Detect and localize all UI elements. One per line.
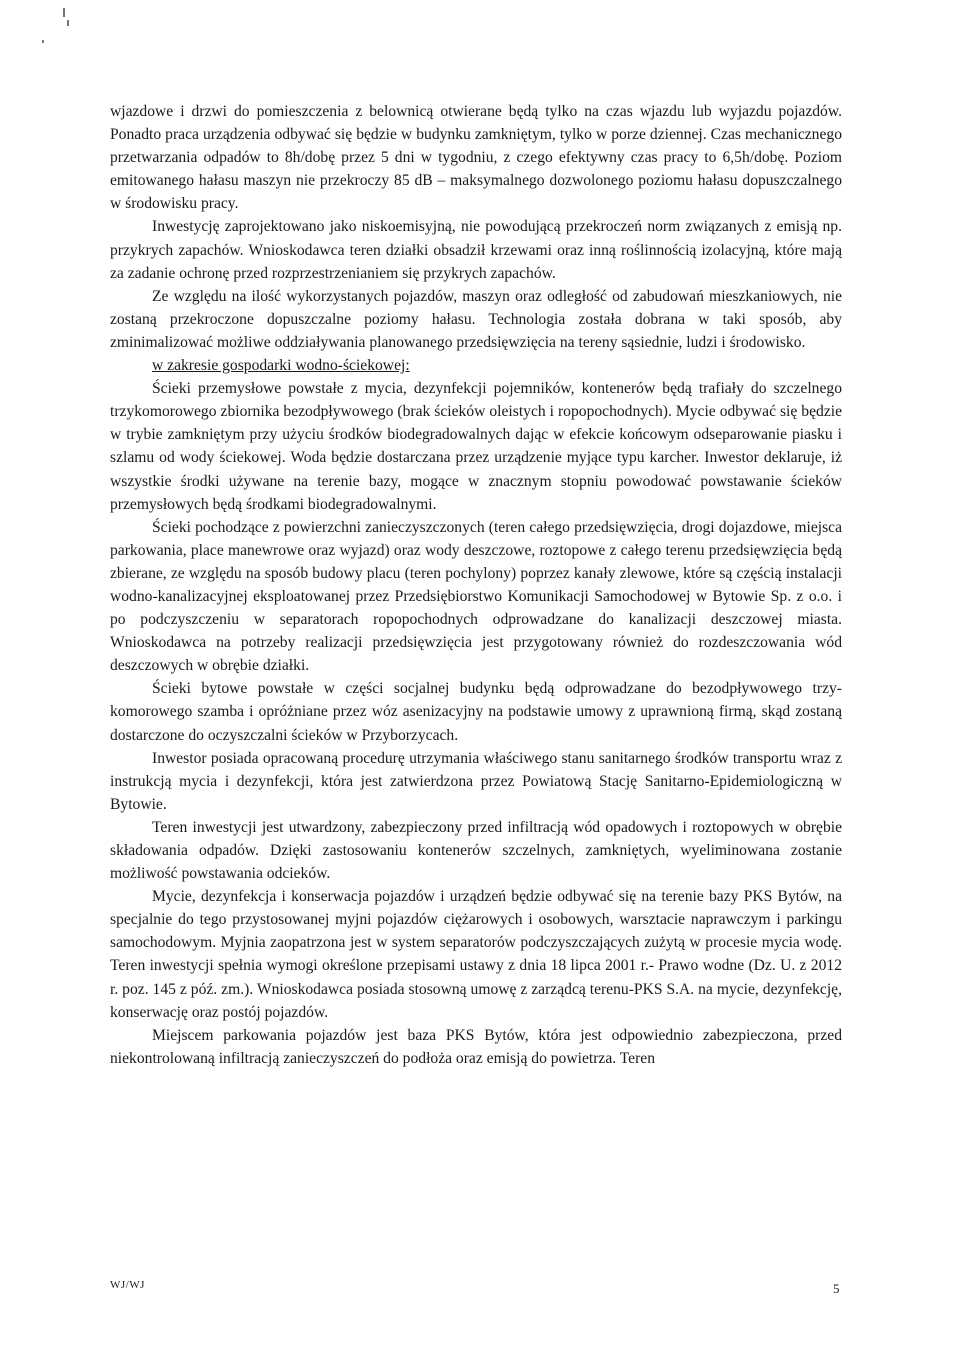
paragraph-vehicle-parking: Miejscem parkowania pojazdów jest baza PKS Bytów, która jest odpowiednio zabezpieczona, przed niekontrolowaną infiltracją zanieczyszczeń do podłoża oraz emisją do powietrza. Teren [110, 1026, 842, 1067]
page-number: 5 [833, 1281, 840, 1296]
paragraph-industrial-wastewater: Ścieki przemysłowe powstałe z mycia, dezynfekcji pojemników, kontenerów będą trafiały do szczelnego trzykomorowego zbiornika bezodpływowego (brak ścieków oleistych i ropopochodnych). Mycie odbywać się będzie w trybie zamkniętym przy użyciu środków biodegradowalnych dając w efekcie końcowym odseparowanie piasku i szlamu od wody ściekowej. Woda będzie dostarczana przez urządzenie myjące typu karcher. Inwestor deklaruje, iż wszystkie środki używane na terenie bazy, mogące w znacznym stopniu powodować powstawanie ścieków przemysłowych będą środkami biodegradowalnymi. [110, 380, 842, 513]
footer-initials: WJ/WJ [110, 1279, 145, 1291]
paragraph-sanitary-procedure: Inwestor posiada opracowaną procedurę utrzymania właściwego stanu sanitarnego środków transportu wraz z instrukcją mycia i dezynfekcji, która jest zatwierdzona przez Powiatową Stację Sanitarno-Epidemiologiczną w Bytowie. [110, 749, 842, 813]
scan-speck [67, 20, 69, 26]
paragraph-surface-runoff: Ścieki pochodzące z powierzchni zanieczyszczonych (teren całego przedsięwzięcia, drogi dojazdowe, miejsca parkowania, place manewrowe oraz wyjazd) oraz wody deszczowe, roztopowe z całego terenu przedsięwzięcia będą zbierane, ze względu na sposób budowy placu (teren pochylony) poprzez kanały zlewowe, które są częścią instalacji wodno-kanalizacyjnej eksploatowanej przez Przedsiębiorstwo Komunikacji Samochodowej w Bytowie Sp. z o.o. i po podczyszczeniu w separatorach ropopochodnych odprowadzane do kanalizacji deszczowej miasta. Wnioskodawca na potrzeby realizacji przedsięwzięcia jest przygotowany również do rozdeszczowania wód deszczowych w obrębie działki. [110, 518, 842, 675]
document-body [110, 100, 842, 1070]
paragraph-noise-continuation: wjazdowe i drzwi do pomieszczenia z belownicą otwierane będą tylko na czas wjazdu lub wyjazdu pojazdów. Ponadto praca urządzenia odbywać się będzie w budynku zamkniętym, tylko w porze dziennej. Czas mechanicznego przetwarzania odpadów to 8h/dobę przez 5 dni w tygodniu, z czego efektywny czas pracy to 6,5h/dobę. Poziom emitowanego hałasu maszyn nie przekroczy 85 dB – maksymalnego dozwolonego poziomu hałasu dopuszczalnego w środowisku pracy. [110, 103, 842, 213]
scan-speck [42, 40, 44, 43]
section-heading-water-wastewater: w zakresie gospodarki wodno-ściekowej: [152, 357, 410, 375]
paragraph-noise-levels: Ze względu na ilość wykorzystanych pojazdów, maszyn oraz odległość od zabudowań mieszkaniowych, nie zostaną przekroczone dopuszczalne poziomy hałasu. Technologia została dobrana w taki sposób, aby zminimalizować możliwe oddziaływania planowanego przedsięwzięcia na tereny sąsiednie, ludzi i środowisko. [110, 287, 842, 351]
paragraph-domestic-sewage: Ścieki bytowe powstałe w części socjalnej budynku będą odprowadzane do bezodpływowego trzy- komorowego szamba i opróżniane przez wóz asenizacyjny na podstawie umowy z uprawnioną firmą, skąd zostaną dostarczone do oczyszczalni ścieków w Przyborzycach. [110, 680, 842, 744]
paragraph-low-emission: Inwestycję zaprojektowano jako niskoemisyjną, nie powodującą przekroczeń norm związanych z emisją np. przykrych zapachów. Wnioskodawca teren działki obsadził krzewami oraz inną roślinnością izolacyjną, które mają za zadanie ochronę przed rozprzestrzenianiem się przykrych zapachów. [110, 218, 842, 282]
scan-speck [63, 8, 65, 17]
paragraph-vehicle-washing: Mycie, dezynfekcja i konserwacja pojazdów i urządzeń będzie odbywać się na terenie bazy PKS Bytów, na specjalnie do tego przystosowanej myjni pojazdów ciężarowych i osobowych, warsztacie naprawczym i parkingu samochodowym. Myjnia zaopatrzona jest w system separatorów podczyszczających zużytą w procesie mycia wodę. Teren inwestycji spełnia wymogi określone przepisami ustawy z dnia 18 lipca 2001 r.- Prawo wodne (Dz. U. z 2012 r. poz. 145 z póź. zm.). Wnioskodawca posiada stosowną umowę z zarządcą terenu-PKS S.A. na mycie, dezynfekcję, konserwację oraz postój pojazdów. [110, 888, 842, 1021]
paragraph-paved-site: Teren inwestycji jest utwardzony, zabezpieczony przed infiltracją wód opadowych i roztopowych w obrębie składowania odpadów. Dzięki zastosowaniu kontenerów szczelnych, zamkniętych, wyeliminowana zostanie możliwość powstawania odcieków. [110, 818, 842, 883]
